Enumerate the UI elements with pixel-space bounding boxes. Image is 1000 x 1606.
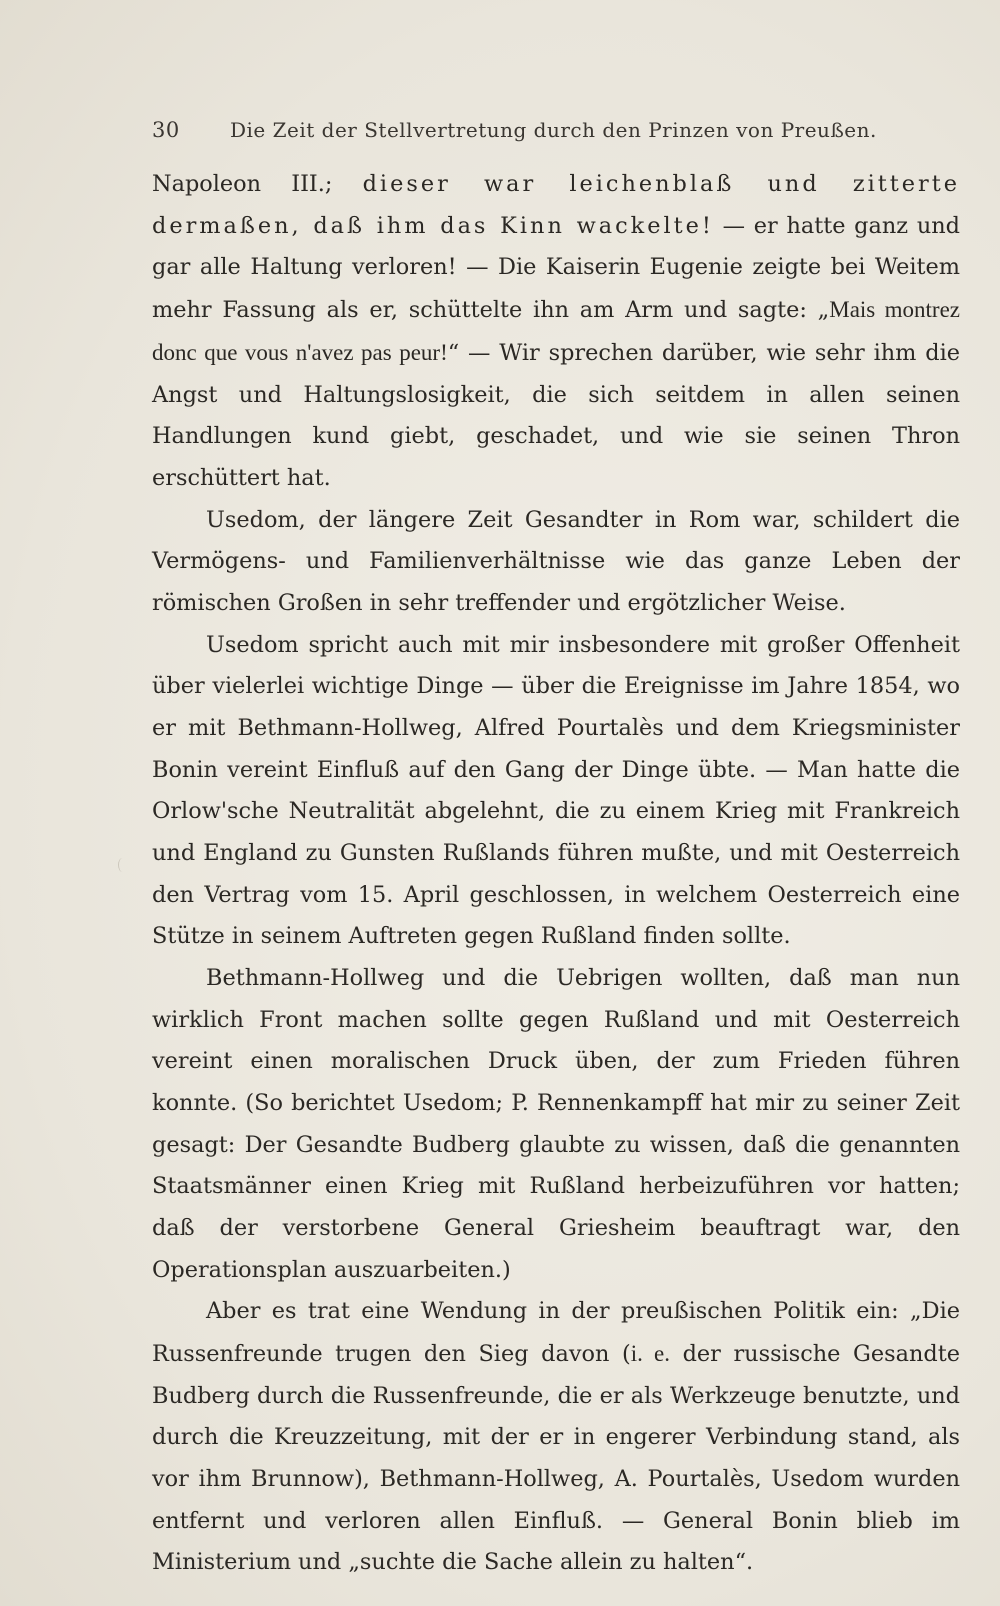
- text-segment: i. e.: [630, 1341, 670, 1366]
- text-segment: der russische Gesandte Budberg durch die Russenfreunde, die er als Werkzeuge benutzte, und durch die Kreuzzeitung, mit der er in engerer Verbindung stand, als vor ihm Brunnow), Bethmann-Hollweg, A. Pourtalès, Usedom wurden entfernt und verloren allen Einfluß. — General Bonin blieb im Ministerium und „suchte die Sache allein zu halten“.: [152, 1341, 960, 1576]
- text-segment: Bethmann-Hollweg und die Uebrigen wollten, daß man nun wirklich Front machen sollte gegen Rußland und mit Oesterreich vereint einen moralischen Druck üben, der zum Frieden führen konnte. (So berichtet Usedom; P. Rennenkampff hat mir zu seiner Zeit gesagt: Der Gesandte Budberg glaubte zu wissen, daß die genannten Staatsmänner einen Krieg mit Rußland herbeizuführen vor hatten; daß der verstorbene General Griesheim beauftragt war, den Operationsplan auszuarbeiten.): [152, 964, 960, 1283]
- text-segment: Usedom spricht auch mit mir insbesondere mit großer Offenheit über vielerlei wichtige Dinge — über die Ereignisse im Jahre 1854, wo er mit Bethmann-Hollweg, Alfred Pourtalès und dem Kriegsminister Bonin vereint Einfluß auf den Gang der Dinge übte. — Man hatte die Orlow'sche Neutralität abgelehnt, die zu einem Krieg mit Frankreich und England zu Gunsten Rußlands führen mußte, und mit Oesterreich den Vertrag vom 15. April geschlossen, in welchem Oesterreich eine Stütze in seinem Auftreten gegen Rußland finden sollte.: [152, 631, 960, 950]
- paragraph-3: [152, 625, 960, 958]
- text-segment: Usedom, der längere Zeit Gesandter in Rom war, schildert die Vermögens- und Familienverhältnisse wie das ganze Leben der römischen Großen in sehr treffender und ergötzlicher Weise.: [152, 506, 960, 616]
- paragraph-2: [152, 500, 960, 625]
- paragraph-5: [152, 1291, 960, 1584]
- paragraph-4: [152, 958, 960, 1291]
- body-text: [152, 164, 960, 1584]
- paper-mark: [118, 858, 127, 872]
- text-segment: Napoleon III.;: [152, 171, 363, 197]
- paragraph-1: [152, 164, 960, 500]
- text-segment: Mais montrez donc que vous n'avez pas peur!: [152, 297, 960, 365]
- running-head: [152, 118, 960, 142]
- text-segment: Aber es trat eine Wendung in der preußischen Politik ein: „Die Russenfreunde trugen den Sieg davon (: [152, 1298, 960, 1367]
- text-segment: “ — Wir sprechen darüber, wie sehr ihm die Angst und Haltungslosigkeit, die sich seitdem in allen seinen Handlungen kund giebt, geschadet, und wie sie seinen Thron erschüttert hat.: [152, 339, 961, 491]
- page-number: 30: [152, 118, 180, 142]
- running-title: Die Zeit der Stellvertretung durch den Prinzen von Preußen.: [230, 118, 877, 142]
- text-segment: — er hatte ganz und gar alle Haltung verloren! — Die Kaiserin Eugenie zeigte bei Weitem mehr Fassung als er, schüttelte ihn am Arm und sagte: „: [152, 212, 960, 324]
- text-segment: dieser war leichenblaß und zitterte dermaßen, daß ihm das Kinn wackelte!: [152, 171, 960, 239]
